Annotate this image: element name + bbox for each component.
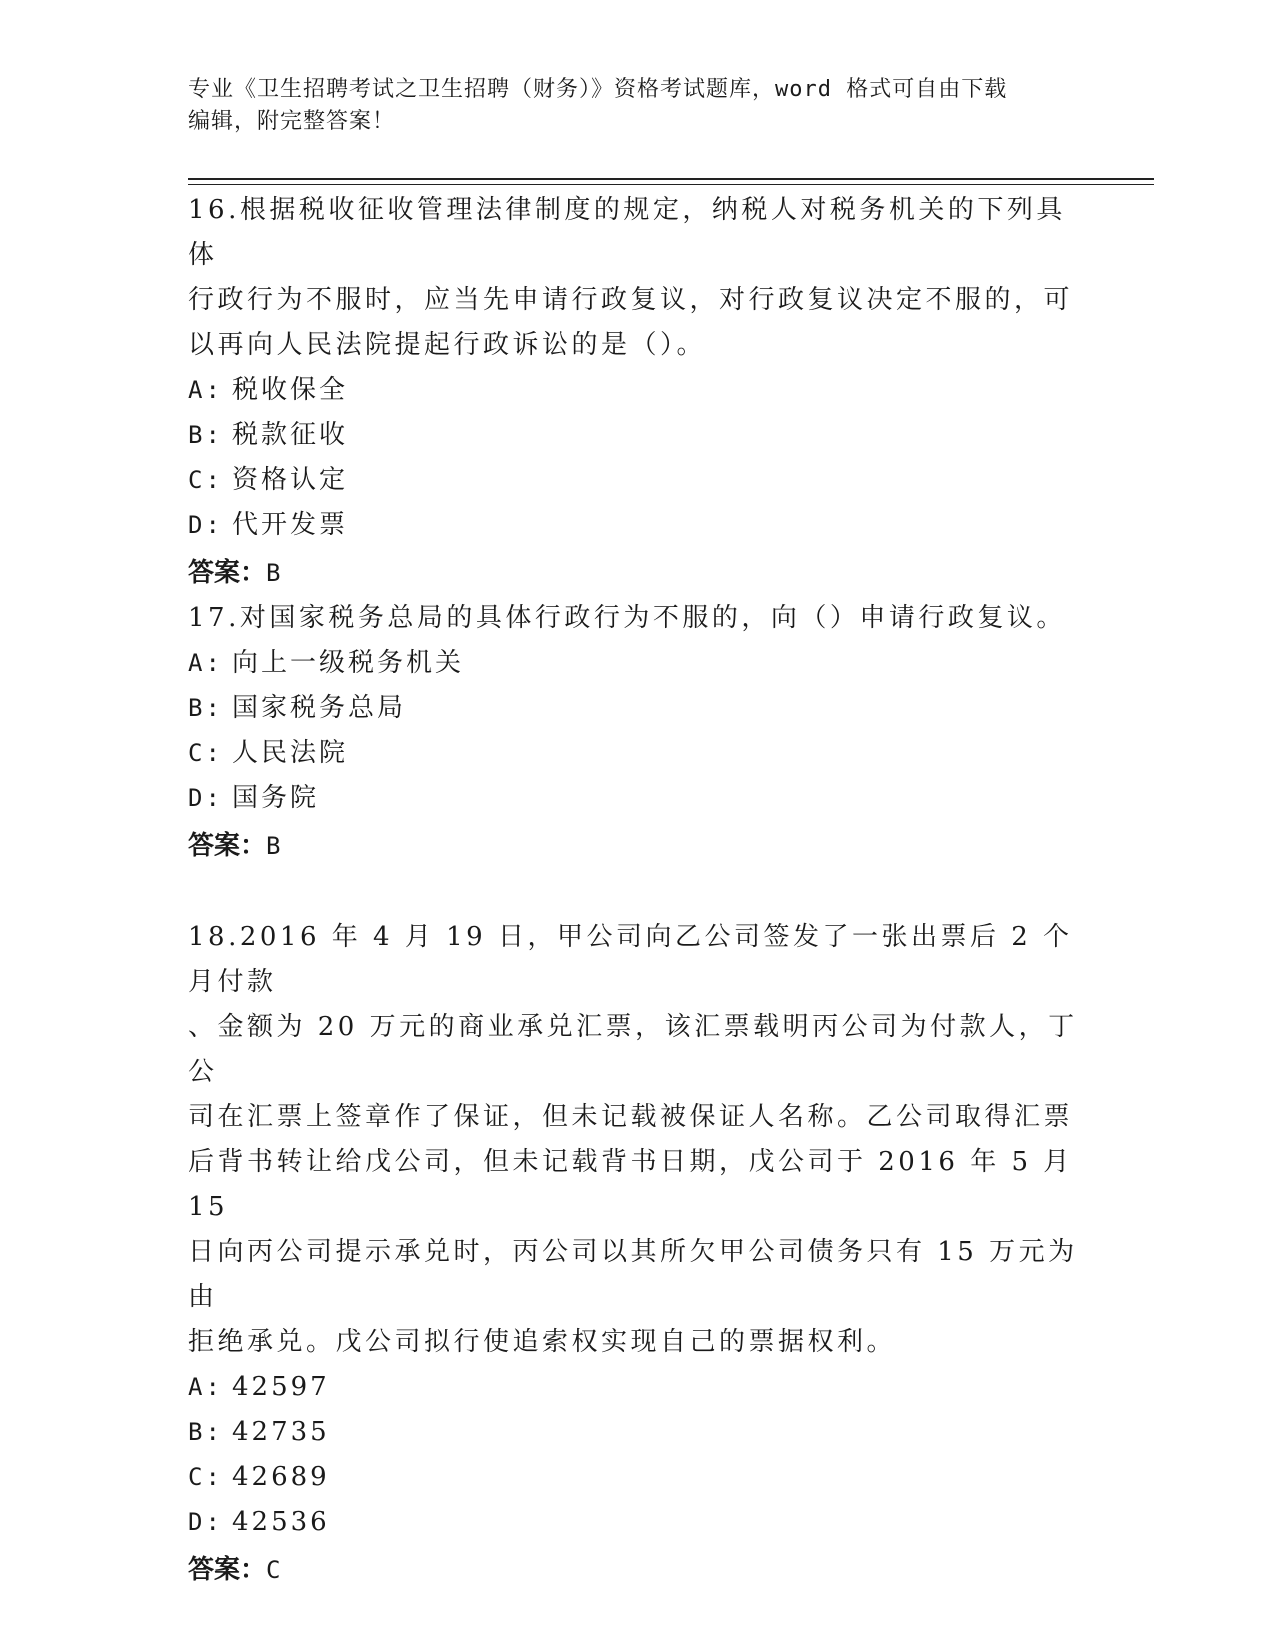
header-line-1: 专业《卫生招聘考试之卫生招聘（财务）》资格考试题库，word 格式可自由下载 — [188, 77, 1008, 102]
option-key: A: — [188, 376, 223, 404]
option-text: 国家税务总局 — [232, 693, 407, 723]
question-stem — [188, 188, 1088, 368]
option-key: D: — [188, 511, 223, 539]
option-c — [188, 1455, 1088, 1500]
answer-value: B — [266, 559, 281, 587]
answer-label: 答案： — [188, 558, 267, 588]
option-text: 国务院 — [232, 783, 320, 813]
question-stem — [188, 915, 1088, 1365]
option-d — [188, 776, 1088, 821]
option-key: B: — [188, 694, 223, 722]
stem-line: 后背书转让给戊公司，但未记载背书日期，戊公司于 2016 年 5 月 15 — [188, 1147, 1073, 1222]
question-18 — [188, 915, 1088, 1593]
question-17 — [188, 596, 1088, 869]
option-b — [188, 1410, 1088, 1455]
option-key: C: — [188, 1463, 223, 1491]
answer-line — [188, 824, 1088, 869]
option-a — [188, 641, 1088, 686]
option-key: A: — [188, 1373, 223, 1401]
option-text: 向上一级税务机关 — [232, 648, 465, 678]
answer-label: 答案： — [188, 831, 267, 861]
option-text: 税收保全 — [232, 375, 349, 405]
stem-line: 司在汇票上签章作了保证，但未记载被保证人名称。乙公司取得汇票 — [188, 1102, 1074, 1132]
question-stem — [188, 596, 1088, 641]
header-divider-thin — [188, 184, 1154, 185]
stem-line: 16.根据税收征收管理法律制度的规定，纳税人对税务机关的下列具体 — [188, 195, 1066, 270]
option-text: 资格认定 — [232, 465, 349, 495]
stem-line: 以再向人民法院提起行政诉讼的是（）。 — [188, 330, 707, 360]
option-text: 税款征收 — [232, 420, 349, 450]
document-header — [188, 74, 1068, 138]
answer-line — [188, 551, 1088, 596]
stem-line: 18.2016 年 4 月 19 日，甲公司向乙公司签发了一张出票后 2 个月付款 — [188, 922, 1073, 997]
option-text: 42536 — [232, 1507, 330, 1537]
option-b — [188, 686, 1088, 731]
answer-value: C — [266, 1556, 281, 1584]
option-c — [188, 458, 1088, 503]
option-text: 人民法院 — [232, 738, 349, 768]
stem-line: 行政行为不服时，应当先申请行政复议，对行政复议决定不服的，可 — [188, 285, 1074, 315]
answer-line — [188, 1548, 1088, 1593]
stem-line: 、金额为 20 万元的商业承兑汇票，该汇票载明丙公司为付款人，丁公 — [188, 1012, 1078, 1087]
option-key: B: — [188, 1418, 223, 1446]
option-text: 42735 — [232, 1417, 330, 1447]
option-key: D: — [188, 784, 223, 812]
option-text: 代开发票 — [232, 510, 349, 540]
option-a — [188, 368, 1088, 413]
option-text: 42689 — [232, 1462, 330, 1492]
stem-line: 拒绝承兑。戊公司拟行使追索权实现自己的票据权利。 — [188, 1327, 897, 1357]
answer-label: 答案： — [188, 1555, 267, 1585]
question-16 — [188, 188, 1088, 596]
option-d — [188, 503, 1088, 548]
option-text: 42597 — [232, 1372, 330, 1402]
option-a — [188, 1365, 1088, 1410]
option-key: B: — [188, 421, 223, 449]
answer-value: B — [266, 832, 281, 860]
option-c — [188, 731, 1088, 776]
stem-line: 17.对国家税务总局的具体行政行为不服的，向（）申请行政复议。 — [188, 603, 1066, 633]
stem-line: 日向丙公司提示承兑时，丙公司以其所欠甲公司债务只有 15 万元为由 — [188, 1237, 1078, 1312]
option-key: D: — [188, 1508, 223, 1536]
option-key: A: — [188, 649, 223, 677]
option-b — [188, 413, 1088, 458]
option-key: C: — [188, 739, 223, 767]
option-key: C: — [188, 466, 223, 494]
option-d — [188, 1500, 1088, 1545]
header-divider-thick — [188, 178, 1154, 180]
header-line-2: 编辑，附完整答案！ — [188, 109, 396, 134]
